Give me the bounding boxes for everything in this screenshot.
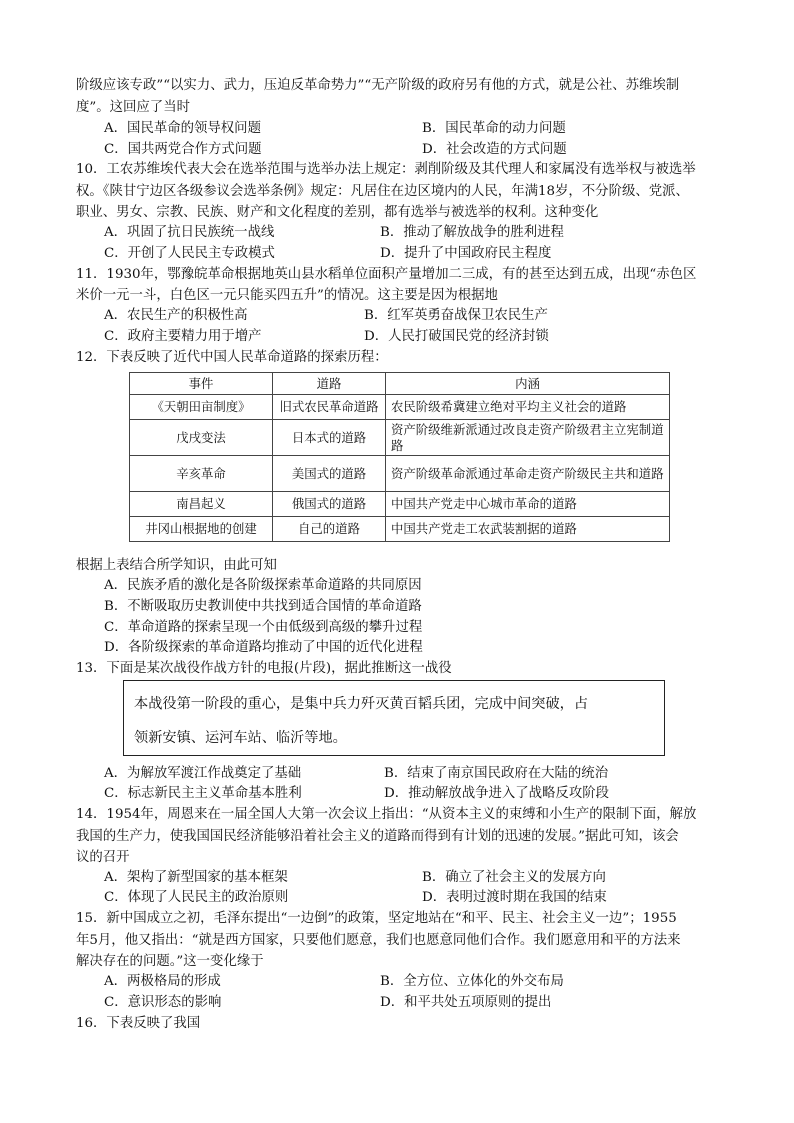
q12-option-b: B．不断吸取历史教训使中共找到适合国情的革命道路	[104, 599, 422, 614]
table-cell-meaning: 中国共产党走工农武装割据的道路	[386, 517, 670, 542]
table-cell-event: 井冈山根据地的创建	[130, 517, 273, 542]
table-cell-event: 《天朝田亩制度》	[130, 395, 273, 420]
table-cell-event: 南昌起义	[130, 492, 273, 517]
table-row	[130, 517, 670, 542]
telegram-line-1: 本战役第一阶段的重心，是集中兵力歼灭黄百韬兵团，完成中间突破，占	[134, 696, 589, 712]
q11-option-b: B．红军英勇奋战保卫农民生产	[364, 308, 548, 323]
q11-stem-line-1: 11．1930年，鄂豫皖革命根据地英山县水稻单位面积产量增加二三成，有的甚至达到五成，出现“赤色区	[76, 267, 697, 282]
telegram-excerpt-box	[123, 680, 665, 756]
q12-option-c: C．革命道路的探索呈现一个由低级到高级的攀升过程	[104, 620, 423, 635]
table-cell-path: 日本式的道路	[273, 420, 386, 456]
q15-stem-line-1: 15．新中国成立之初，毛泽东提出“一边倒”的政策，坚定地站在“和平、民主、社会主义一边”；1955	[76, 911, 677, 926]
q15-option-a: A．两极格局的形成	[104, 974, 221, 989]
q13-option-d: D．推动解放战争进入了战略反攻阶段	[384, 786, 609, 801]
q12-followup: 根据上表结合所学知识，由此可知	[76, 558, 277, 573]
table-cell-path: 美国式的道路	[273, 456, 386, 492]
table-cell-path: 自己的道路	[273, 517, 386, 542]
q15-stem-line-2: 年5月，他又指出：“就是西方国家，只要他们愿意，我们也愿意同他们合作。我们愿意用和平的方法来	[76, 933, 681, 948]
q10-stem-line-3: 职业、男女、宗教、民族、财产和文化程度的差别，都有选举与被选举的权利。这种变化	[76, 205, 599, 220]
q10-option-c: C．开创了人民民主专政模式	[104, 246, 275, 261]
q14-option-c: C．体现了人民民主的政治原则	[104, 890, 289, 905]
table-cell-path: 旧式农民革命道路	[273, 395, 386, 420]
telegram-line-2: 领新安镇、运河车站、临沂等地。	[134, 730, 347, 746]
q9-stem-line-2: 度”。这回应了当时	[76, 100, 190, 115]
q14-option-a: A．架构了新型国家的基本框架	[104, 870, 288, 885]
q11-option-d: D．人民打破国民党的经济封锁	[364, 329, 549, 344]
q13-option-b: B．结束了南京国民政府在大陆的统治	[384, 766, 609, 781]
table-cell-meaning: 中国共产党走中心城市革命的道路	[386, 492, 670, 517]
q12-stem: 12．下表反映了近代中国人民革命道路的探索历程：	[76, 350, 388, 365]
q10-stem-line-1: 10．工农苏维埃代表大会在选举范围与选举办法上规定：剥削阶级及其代理人和家属没有选举权与被选举	[76, 162, 696, 177]
q10-option-a: A．巩固了抗日民族统一战线	[104, 225, 275, 240]
q14-option-b: B．确立了社会主义的发展方向	[422, 870, 606, 885]
table-cell-meaning: 资产阶级维新派通过改良走资产阶级君主立宪制道路	[386, 420, 670, 456]
q11-option-a: A．农民生产的积极性高	[104, 308, 248, 323]
q16-stem: 16．下表反映了我国	[76, 1016, 201, 1031]
q13-stem: 13．下面是某次战役作战方针的电报(片段)，据此推断这一战役	[76, 661, 452, 676]
q13-option-c: C．标志新民主主义革命基本胜利	[104, 786, 302, 801]
table-row	[130, 492, 670, 517]
q15-option-d: D．和平共处五项原则的提出	[380, 995, 552, 1010]
table-cell-meaning: 农民阶级希冀建立绝对平均主义社会的道路	[386, 395, 670, 420]
table-header-meaning: 内涵	[386, 373, 670, 395]
table-cell-meaning: 资产阶级革命派通过革命走资产阶级民主共和道路	[386, 456, 670, 492]
table-row	[130, 456, 670, 492]
q10-stem-line-2: 权。《陕甘宁边区各级参议会选举条例》规定：凡居住在边区境内的人民，年满18岁，不分阶级、党派、	[76, 184, 689, 199]
q11-option-c: C．政府主要精力用于增产	[104, 329, 262, 344]
q10-option-b: B．推动了解放战争的胜利进程	[380, 225, 564, 240]
q14-stem-line-3: 议的召开	[76, 850, 130, 865]
q14-stem-line-1: 14．1954年，周恩来在一届全国人大第一次会议上指出：“从资本主义的束缚和小生产的限制下面，解放	[76, 807, 697, 822]
table-header-event: 事件	[130, 373, 273, 395]
q15-option-b: B．全方位、立体化的外交布局	[380, 974, 564, 989]
table-cell-event: 戊戌变法	[130, 420, 273, 456]
table-header-path: 道路	[273, 373, 386, 395]
q12-option-d: D．各阶级探索的革命道路均推动了中国的近代化进程	[104, 640, 423, 655]
q9-option-a: A．国民革命的领导权问题	[104, 121, 261, 136]
q9-stem-line-1: 阶级应该专政”“以实力、武力，压迫反革命势力”“无产阶级的政府另有他的方式，就是公社、苏维埃制	[76, 78, 680, 93]
table-row	[130, 420, 670, 456]
q12-option-a: A．民族矛盾的激化是各阶级探索革命道路的共同原因	[104, 578, 422, 593]
q10-option-d: D．提升了中国政府民主程度	[380, 246, 552, 261]
q11-stem-line-2: 米价一元一斗，白色区一元只能买四五升”的情况。这主要是因为根据地	[76, 288, 498, 303]
table-cell-path: 俄国式的道路	[273, 492, 386, 517]
q14-stem-line-2: 我国的生产力，使我国国民经济能够沿着社会主义的道路而得到有计划的迅速的发展。”据此可知，该会	[76, 829, 679, 844]
table-header-row	[130, 373, 670, 395]
q14-option-d: D．表明过渡时期在我国的结束	[422, 890, 607, 905]
q9-option-c: C．国共两党合作方式问题	[104, 142, 262, 157]
table-row	[130, 395, 670, 420]
q9-option-d: D．社会改造的方式问题	[422, 142, 567, 157]
q13-option-a: A．为解放军渡江作战奠定了基础	[104, 766, 302, 781]
q9-option-b: B．国民革命的动力问题	[422, 121, 566, 136]
q15-option-c: C．意识形态的影响	[104, 995, 222, 1010]
q15-stem-line-3: 解决存在的问题。”这一变化缘于	[76, 954, 264, 969]
revolution-paths-table	[129, 372, 670, 542]
table-cell-event: 辛亥革命	[130, 456, 273, 492]
